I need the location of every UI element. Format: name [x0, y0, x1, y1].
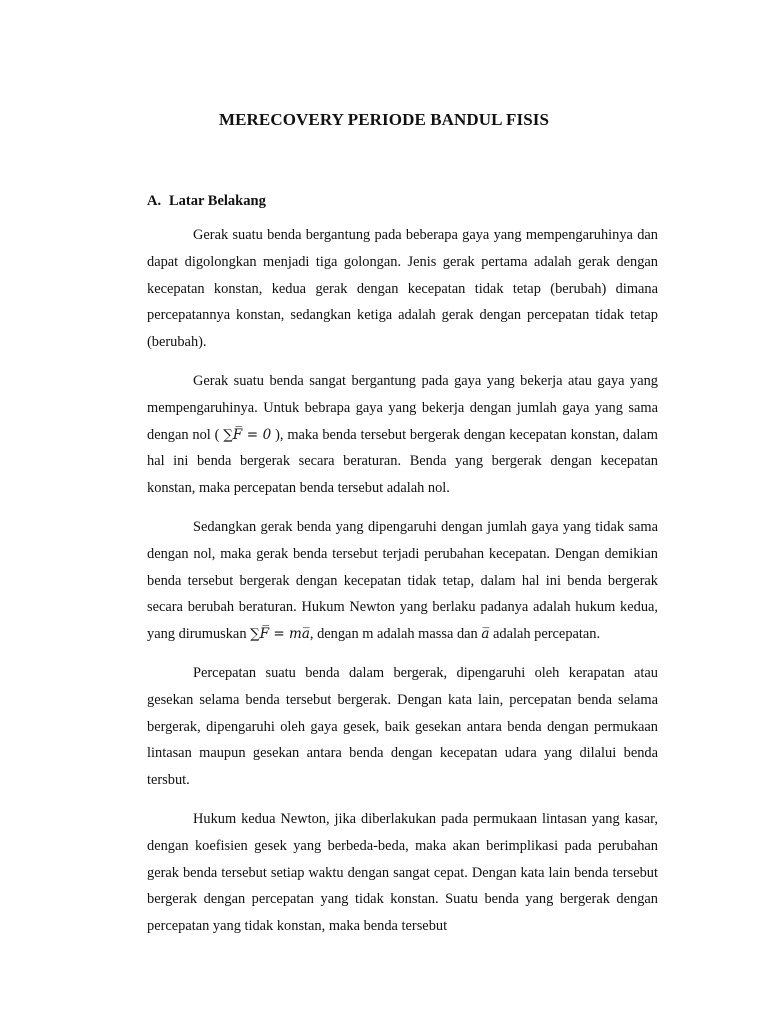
paragraph-3	[147, 514, 658, 648]
equation-newton-second-law: ∑F̅ = ma̅	[250, 626, 310, 643]
paragraph-3-text-a: Sedangkan gerak benda yang dipengaruhi dengan jumlah gaya yang tidak sama dengan nol, maka gerak benda tersebut terjadi perubahan kecepatan. Dengan demikian benda tersebut bergerak dengan kecepatan tidak tetap, dalam hal ini benda bergerak secara berubah beraturan. Hukum Newton yang berlaku padanya adalah hukum kedua, yang dirumuskan	[147, 518, 658, 643]
document-body	[147, 222, 658, 952]
paragraph-3-text-b: , dengan m adalah massa dan	[309, 626, 478, 643]
paragraph-2-text-a: Gerak suatu benda sangat bergantung pada gaya yang bekerja atau gaya yang mempengaruhinya. Untuk bebrapa gaya yang bekerja dengan jumlah gaya yang sama dengan nol (	[147, 372, 658, 443]
section-number: A.	[147, 193, 162, 209]
paragraph-2	[147, 368, 658, 502]
symbol-acceleration: a̅	[481, 626, 490, 643]
paragraph-4: Percepatan suatu benda dalam bergerak, dipengaruhi oleh kerapatan atau gesekan selama benda tersebut bergerak. Dengan kata lain, percepatan benda selama bergerak, dipengaruhi oleh gaya gesek, baik gesekan antara benda dengan permukaan lintasan maupun gesekan antara benda dengan kecepatan udara yang dilalui benda tersbut.	[147, 664, 658, 789]
paragraph-3-text-c: adalah percepatan.	[493, 626, 601, 643]
paragraph-2-text-b: ), maka benda tersebut bergerak dengan kecepatan konstan, dalam hal ini benda bergerak secara beraturan. Benda yang bergerak dengan kecepatan konstan, maka percepatan benda tersebut adalah nol.	[147, 426, 658, 497]
section-title: Latar Belakang	[169, 193, 266, 209]
paragraph-1: Gerak suatu benda bergantung pada beberapa gaya yang mempengaruhinya dan dapat digolongkan menjadi tiga golongan. Jenis gerak pertama adalah gerak dengan kecepatan konstan, kedua gerak dengan kecepatan tidak tetap (berubah) dimana percepatannya konstan, sedangkan ketiga adalah gerak dengan percepatan tidak tetap (berubah).	[147, 227, 658, 351]
equation-sum-force-zero: ∑F̅ = 0	[223, 426, 272, 443]
paragraph-5: Hukum kedua Newton, jika diberlakukan pada permukaan lintasan yang kasar, dengan koefisien gesek yang berbeda-beda, maka akan berimplikasi pada perubahan gerak benda tersebut setiap waktu dengan sangat cepat. Dengan kata lain benda tersebut bergerak dengan percepatan yang tidak konstan. Suatu benda yang bergerak dengan percepatan yang tidak konstan, maka benda tersebut	[147, 810, 658, 935]
document-title: MERECOVERY PERIODE BANDUL FISIS	[218, 110, 550, 129]
section-heading	[147, 193, 266, 210]
